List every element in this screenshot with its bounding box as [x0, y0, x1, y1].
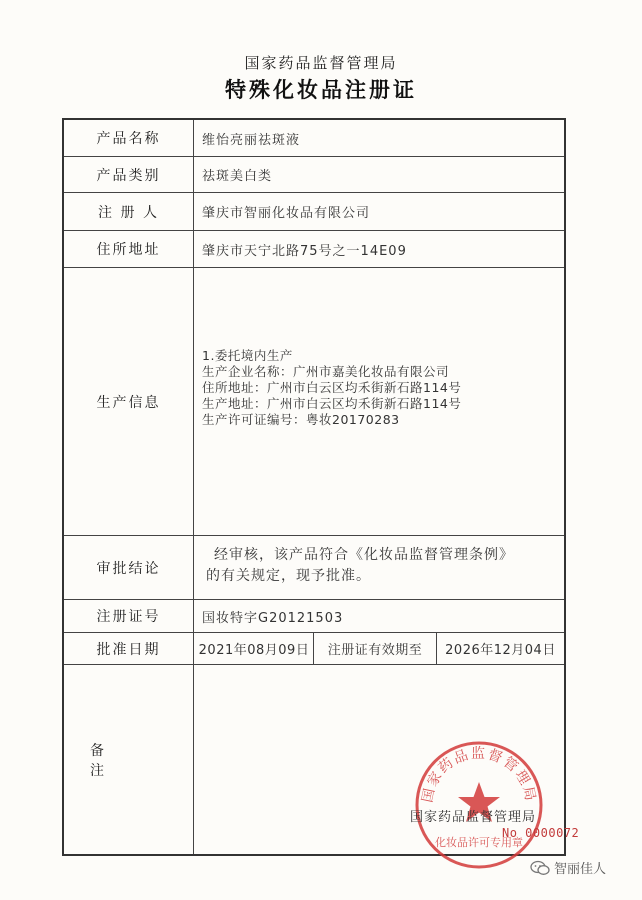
conclusion-line: 经审核，该产品符合《化妆品监督管理条例》 [214, 547, 514, 563]
label-remarks: 备 注 [64, 665, 194, 854]
value-registrant: 肇庆市智丽化妆品有限公司 [202, 206, 371, 221]
value-product-category: 祛斑美白类 [202, 169, 273, 184]
label-registrant: 注 册 人 [64, 193, 194, 230]
label-product-category: 产品类别 [64, 157, 194, 192]
value-product-name: 维怡亮丽祛斑液 [202, 132, 301, 148]
value-registration-no: 国妆特字G20121503 [202, 610, 344, 626]
row-product-name [64, 120, 564, 157]
label-approval-conclusion: 审批结论 [64, 536, 194, 599]
label-registration-no: 注册证号 [64, 600, 194, 632]
production-info-line: 住所地址：广州市白云区均禾街新石路114号 [202, 380, 462, 395]
production-info-line: 生产许可证编号：粤妆20170283 [202, 412, 400, 427]
label-approval-date: 批准日期 [64, 633, 194, 664]
row-production-info [64, 268, 564, 536]
row-address [64, 231, 564, 268]
row-product-category [64, 157, 564, 193]
value-approval-date: 2021年08月09日 [198, 643, 310, 658]
official-seal-icon [412, 738, 546, 872]
watermark [530, 858, 606, 877]
svg-text:化妆品许可专用章: 化妆品许可专用章 [435, 836, 523, 849]
row-registrant [64, 193, 564, 231]
certificate-title: 特殊化妆品注册证 [225, 78, 417, 102]
approval-conclusion-text [206, 545, 558, 587]
label-address: 住所地址 [64, 231, 194, 267]
watermark-text: 智丽佳人 [554, 862, 607, 877]
label-validity: 注册证有效期至 [327, 643, 423, 658]
production-info-line: 生产地址：广州市白云区均禾街新石路114号 [202, 396, 462, 411]
production-info-block [202, 348, 558, 428]
row-registration-no [64, 600, 564, 633]
value-validity: 2026年12月04日 [445, 643, 556, 658]
label-product-name: 产品名称 [64, 120, 194, 156]
production-info-line: 1.委托境内生产 [202, 348, 293, 363]
wechat-icon [530, 860, 550, 876]
production-info-line: 生产企业名称：广州市嘉美化妆品有限公司 [202, 364, 450, 379]
value-address: 肇庆市天宁北路75号之一14E09 [202, 243, 407, 259]
issuer-name: 国家药品监督管理局 [410, 810, 537, 825]
row-approval-date [64, 633, 564, 665]
agency-name: 国家药品监督管理局 [244, 54, 398, 72]
conclusion-line: 的有关规定，现予批准。 [206, 568, 371, 584]
row-approval-conclusion [64, 536, 564, 600]
stamp-number: No 0000072 [502, 826, 580, 840]
label-production-info: 生产信息 [64, 268, 194, 535]
svg-text:国家药品监督管理局: 国家药品监督管理局 [419, 746, 539, 805]
